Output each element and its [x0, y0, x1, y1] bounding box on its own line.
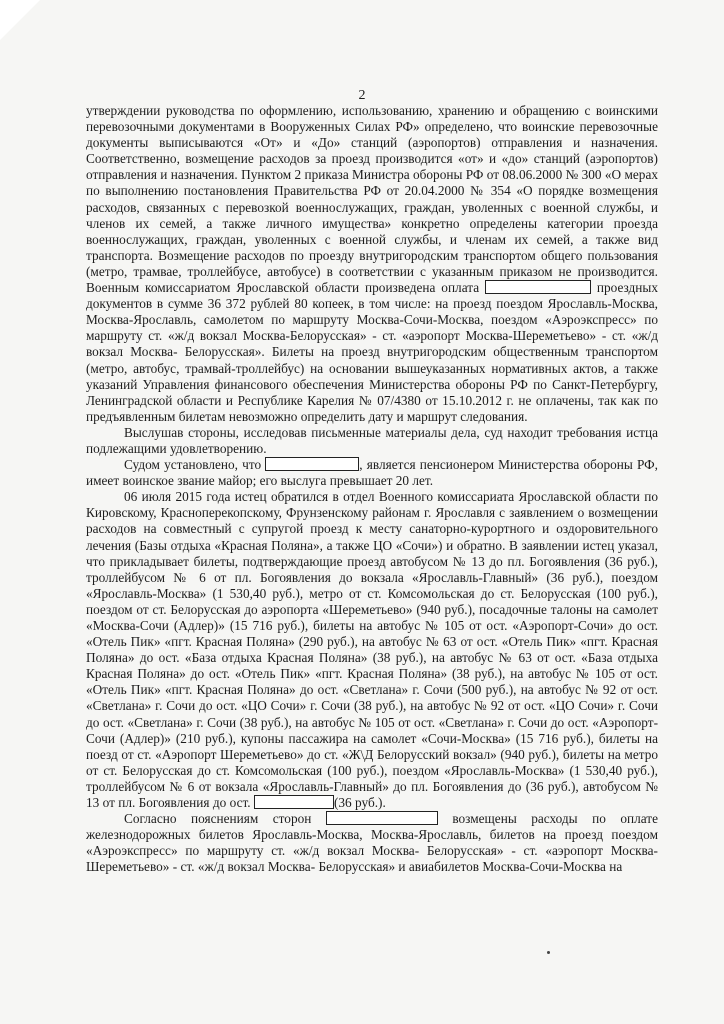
paragraph-4-text-after: (36 руб.). — [333, 795, 386, 811]
page-fold-corner — [0, 0, 40, 40]
redacted-name-box — [326, 811, 438, 825]
paragraph-2 — [86, 425, 658, 457]
paragraph-3 — [86, 457, 658, 489]
scan-speck — [547, 951, 550, 954]
paragraph-1-text-after: проездных документов в сумме 36 372 рублей 80 копеек, в том числе: на проезд поездом Ярославль-Москва, Москва-Ярославль, самолетом по маршруту Москва-Сочи-Москва, поездом «Аэроэкспресс» по маршруту ст. «ж/д вокзал Москва-Белорусская» - ст. «аэропорт Москва-Шереметьево» - ст. «ж/д вокзал Москва- Белорусская». Билеты на проезд внутригородским общественным транспортом (метро, автобус, трамвай-троллейбус) на основании вышеуказанных нормативных актов, а также указаний Управления финансового обеспечения Министерства обороны РФ по Санкт-Петербургу, Ленинградской области и Республике Карелия № 07/4380 от 15.10.2012 г. не оплачены, так как по предъявленным билетам невозможно определить дату и маршрут следования. — [86, 280, 658, 424]
paragraph-3-text-after: , является пенсионером Министерства обороны РФ, имеет воинское звание майор; его выслуга превышает 20 лет. — [86, 457, 658, 489]
page-number: 2 — [358, 88, 366, 103]
document-body — [86, 103, 658, 876]
redacted-name-box — [254, 795, 334, 809]
paragraph-1 — [86, 103, 658, 425]
paragraph-4 — [86, 489, 658, 811]
redacted-name-box — [265, 457, 359, 471]
paragraph-5 — [86, 811, 658, 875]
paragraph-5-text-after: возмещены расходы по оплате железнодорожных билетов Ярославль-Москва, Москва-Ярославль, билетов на проезд поездом «Аэроэкспресс» по маршруту ст. «ж/д вокзал Москва- Белорусская» - ст. «аэропорт Москва-Шереметьево» - ст. «ж/д вокзал Москва- Белорусская» и авиабилетов Москва-Сочи-Москва на — [86, 811, 659, 875]
paragraph-4-text: 06 июля 2015 года истец обратился в отдел Военного комиссариата Ярославской области по Кировскому, Красноперекопскому, Фрунзенскому районам г. Ярославля с заявлением о возмещении расходов на совместный с супругой проезд к месту санаторно-курортного и оздоровительного лечения (Базы отдыха «Красная Поляна», а также ЦО «Сочи») и обратно. В заявлении истец указал, что прикладывает билеты, подтверждающие проезд автобусом № 13 до пл. Богоявления (36 руб.), троллейбусом № 6 от пл. Богоявления до вокзала «Ярославль-Главный» (36 руб.), поездом «Ярославль-Москва» (1 530,40 руб.), метро от ст. Комсомольская до ст. Белорусская (100 руб.), поездом от ст. Белорусская до аэропорта «Шереметьево» (940 руб.), посадочные талоны на самолет «Москва-Сочи (Адлер)» (15 716 руб.), билеты на автобус № 105 от ост. «Аэропорт-Сочи» до ост. «Отель Пик» «пгт. Красная Поляна» (290 руб.), на автобус № 63 от ост. «Отель Пик» «пгт. Красная Поляна» до ост. «База отдыха Красная Поляна» (38 руб.), на автобус № 63 от ост. «База отдыха Красная Поляна» до ост. «Отель Пик» «пгт. Красная Поляна» (38 руб.), на автобус № 105 от ост. «Отель Пик» «пгт. Красная Поляна» до ост. «Светлана» г. Сочи (500 руб.), на автобус № 92 от ост. «Светлана» г. Сочи до ост. «ЦО Сочи» г. Сочи (38 руб.), на автобус № 92 от ост. «ЦО Сочи» г. Сочи до ост. «Светлана» г. Сочи (38 руб.), на автобус № 105 от ост. «Светлана» г. Сочи до ост. «Аэропорт-Сочи (Адлер)» (210 руб.), купоны пассажира на самолет «Сочи-Москва» (15 716 руб.), билеты на поезд от ст. «Аэропорт Шереметьево» до ст. «Ж\Д Белорусский вокзал» (940 руб.), билеты на метро от ст. Белорусская до ст. Комсомольская (100 руб.), поездом «Ярославль-Москва» (1 530,40 руб.), троллейбусом № 6 от вокзала «Ярославль-Главный» до пл. Богоявления до (36 руб.), автобусом № 13 от пл. Богоявления до ост. — [86, 489, 658, 811]
paragraph-5-text: Согласно пояснениям сторон — [124, 811, 312, 827]
paragraph-3-text: Судом установлено, что — [124, 457, 262, 473]
redacted-name-box — [485, 280, 591, 294]
paragraph-2-text: Выслушав стороны, исследовав письменные материалы дела, суд находит требования истца подлежащими удовлетворению. — [86, 424, 658, 456]
paragraph-1-text: утверждении руководства по оформлению, использованию, хранению и обращению с воинскими перевозочными документами в Вооруженных Силах РФ» определено, что воинские перевозочные документы выписываются «От» и «До» станций (аэропортов) отправления и назначения. Соответственно, возмещение расходов за проезд производится «от» и «до» станций (аэропортов) отправления и назначения. Пунктом 2 приказа Министра обороны РФ от 08.06.2000 № 300 «О мерах по выполнению постановления Правительства РФ от 20.04.2000 № 354 «О порядке возмещения расходов, связанных с перевозкой военнослужащих, граждан, уволенных с военной службы, и членов их семей, а также личного имущества» конкретно определены категории проезда военнослужащих, граждан, уволенных с военной службы, и членам их семей, а также вид транспорта. Возмещение расходов по проезду внутригородским транспортом общего пользования (метро, трамвае, троллейбусе, автобусе) в соответствии с указанным приказом не производится. Военным комиссариатом Ярославской области произведена оплата — [86, 103, 658, 296]
